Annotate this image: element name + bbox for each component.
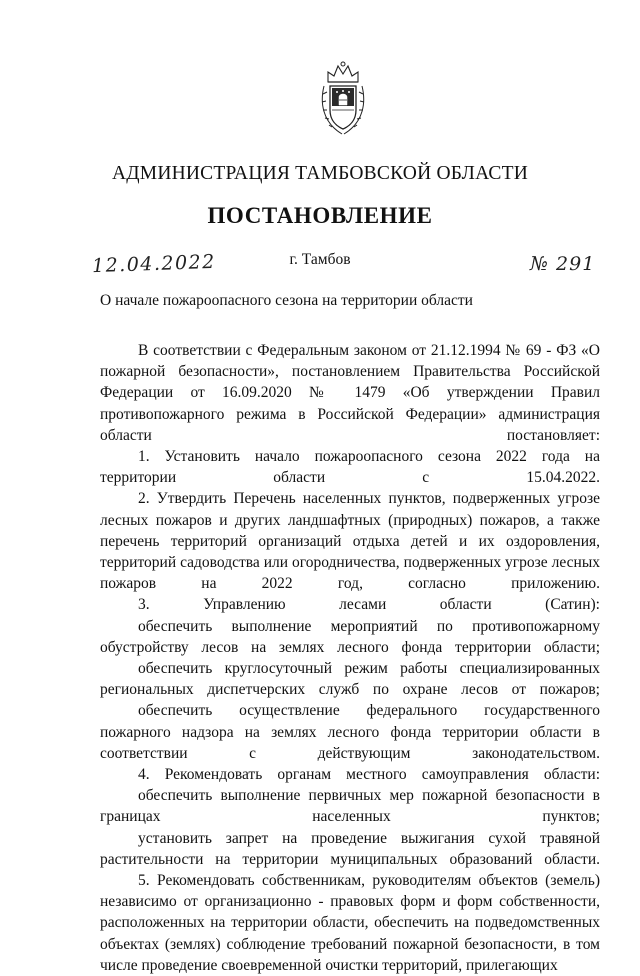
body-paragraph: 5. Рекомендовать собственникам, руководителям объектов (земель) независимо от организационно - правовых форм и форм собственности, расположенных на территории области, обеспечить на подведомственных объектах (землях) соблюдение требований пожарной безопасности, в том числе проведение своевременной очистки территорий, прилегающих bbox=[100, 872, 600, 974]
document-subject: О начале пожароопасного сезона на территории области bbox=[100, 292, 473, 309]
body-paragraph: обеспечить выполнение первичных мер пожарной безопасности в границах населенных пунктов; bbox=[100, 787, 600, 826]
body-paragraph: обеспечить выполнение мероприятий по противопожарному обустройству лесов на землях лесного фонда территории области; bbox=[100, 617, 600, 656]
coat-of-arms-icon bbox=[318, 60, 368, 138]
document-type-heading: ПОСТАНОВЛЕНИЕ bbox=[207, 203, 433, 228]
organization-title: АДМИНИСТРАЦИЯ ТАМБОВСКОЙ ОБЛАСТИ bbox=[112, 163, 528, 184]
body-paragraph: 4. Рекомендовать органам местного самоуправления области: bbox=[138, 766, 600, 784]
body-paragraph: обеспечить осуществление федерального государственного пожарного надзора на землях лесного фонда территории области в соответствии с действующим законодательством. bbox=[100, 702, 600, 762]
document-city: г. Тамбов bbox=[289, 251, 351, 268]
body-paragraph: 1. Установить начало пожароопасного сезона 2022 года на территории области с 15.04.2022. bbox=[100, 448, 600, 487]
handwritten-date: 12.04.2022 bbox=[91, 250, 217, 278]
body-paragraph: 3. Управлению лесами области (Сатин): bbox=[138, 596, 600, 614]
handwritten-number: № 291 bbox=[530, 253, 596, 275]
body-paragraph: В соответствии с Федеральным законом от 21.12.1994 № 69 - ФЗ «О пожарной безопасности», постановлением Правительства Российской Федерации от 16.09.2020 № 1479 «Об утверждении Правил противопожарного режима в Российской Федерации» администрация области постановляет: bbox=[100, 342, 600, 444]
body-paragraph: обеспечить круглосуточный режим работы специализированных региональных диспетчерских служб по охране лесов от пожаров; bbox=[100, 660, 600, 699]
body-paragraph: установить запрет на проведение выжигания сухой травяной растительности на территории муниципальных образований области. bbox=[100, 829, 600, 868]
body-paragraph: 2. Утвердить Перечень населенных пунктов, подверженных угрозе лесных пожаров и других ландшафтных (природных) пожаров, а также перечень территорий организаций отдыха детей и их оздоровления, территорий садоводства или огородничества, подверженных угрозе лесных пожаров на 2022 год, согласно приложению. bbox=[100, 490, 600, 593]
document-body bbox=[100, 340, 600, 976]
